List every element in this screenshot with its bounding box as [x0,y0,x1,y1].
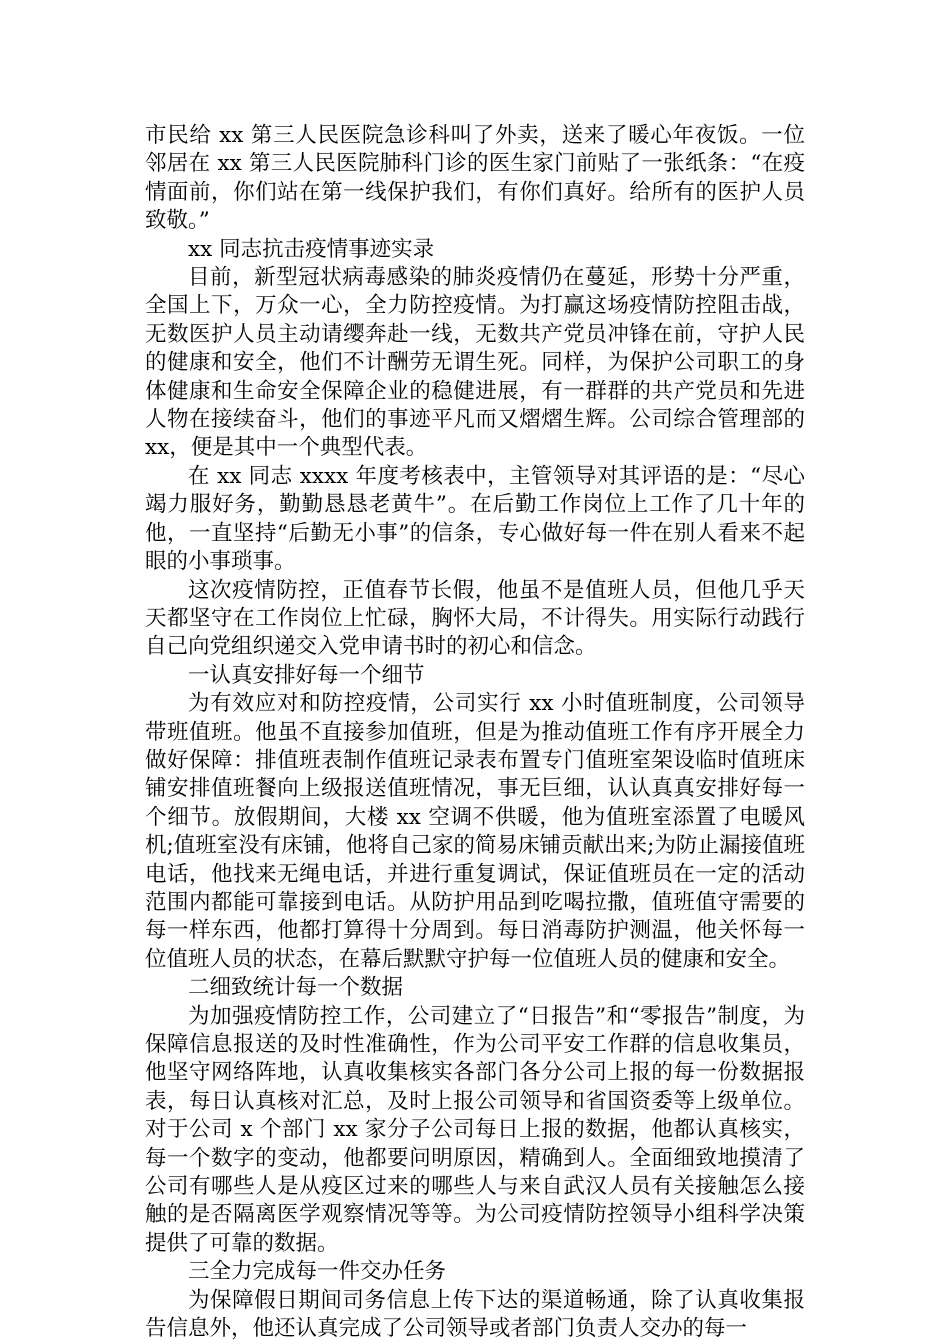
paragraph-duty-arrangement: 为有效应对和防控疫情，公司实行 xx 小时值班制度，公司领导带班值班。他虽不直接参加值班，但是为推动值班工作有序开展全力做好保障：排值班表制作值班记录表布置专门值班室架设临时值班床铺安排值班餐向上级报送值班情况，事无巨细，认认真真安排好每一个细节。放假期间，大楼 xx 空调不供暖，他为值班室添置了电暖风机;值班室没有床铺，他将自己家的简易床铺贡献出来;为防止漏接值班电话，他找来无绳电话，并进行重复调试，保证值班员在一定的活动范围内都能可靠接到电话。从防护用品到吃喝拉撒，值班值守需要的每一样东西，他都打算得十分周到。每日消毒防护测温，他关怀每一位值班人员的状态，在幕后默默守护每一位值班人员的健康和安全。 [145,691,805,972]
paragraph-holiday: 这次疫情防控，正值春节长假，他虽不是值班人员，但他几乎天天都坚守在工作岗位上忙碌，胸怀大局，不计得失。用实际行动践行自己向党组织递交入党申请书时的初心和信念。 [145,577,805,660]
section-heading-1: 一认真安排好每一个细节 [188,662,425,688]
paragraph-evaluation: 在 xx 同志 xxxx 年度考核表中，主管领导对其评语的是：“尽心竭力服好务，勤勤恳恳老黄牛”。在后勤工作岗位上工作了几十年的他，一直坚持“后勤无小事”的信条，专心做好每一件在别人看来不起眼的小事琐事。 [145,463,805,575]
document-page [145,122,805,1343]
paragraph-continuation: 市民给 xx 第三人民医院急诊科叫了外卖，送来了暖心年夜饭。一位邻居在 xx 第三人民医院肺科门诊的医生家门前贴了一张纸条：“在疫情面前，你们站在第一线保护我们，有你们真好。给所有的医护人员致敬。” [145,123,805,234]
paragraph-intro: 目前，新型冠状病毒感染的肺炎疫情仍在蔓延，形势十分严重，全国上下，万众一心，全力防控疫情。为打赢这场疫情防控阻击战，无数医护人员主动请缨奔赴一线，无数共产党员冲锋在前，守护人民的健康和安全，他们不计酬劳无谓生死。同样，为保护公司职工的身体健康和生命安全保障企业的稳健进展，有一群群的共产党员和先进人物在接续奋斗，他们的事迹平凡而又熠熠生辉。公司综合管理部的 xx，便是其中一个典型代表。 [145,265,805,461]
section-heading-2: 二细致统计每一个数据 [188,975,404,1001]
section-heading-title: xx 同志抗击疫情事迹实录 [188,236,435,262]
section-heading-3: 三全力完成每一件交办任务 [188,1259,447,1285]
paragraph-tasks: 为保障假日期间司务信息上传下达的渠道畅通，除了认真收集报告信息外，他还认真完成了公司领导或者部门负责人交办的每一 [145,1287,805,1342]
paragraph-data-statistics: 为加强疫情防控工作，公司建立了“日报告”和“零报告”制度，为保障信息报送的及时性准确性，作为公司平安工作群的信息收集员，他坚守网络阵地，认真收集核实各部门各分公司上报的每一份数据报表，每日认真核对汇总，及时上报公司领导和省国资委等上级单位。对于公司 x 个部门 xx 家分子公司每日上报的数据，他都认真核实，每一个数字的变动，他都要问明原因，精确到人。全面细致地摸清了公司有哪些人是从疫区过来的哪些人与来自武汉人员有关接触怎么接触的是否隔离医学观察情况等等。为公司疫情防控领导小组科学决策提供了可靠的数据。 [145,1003,805,1256]
